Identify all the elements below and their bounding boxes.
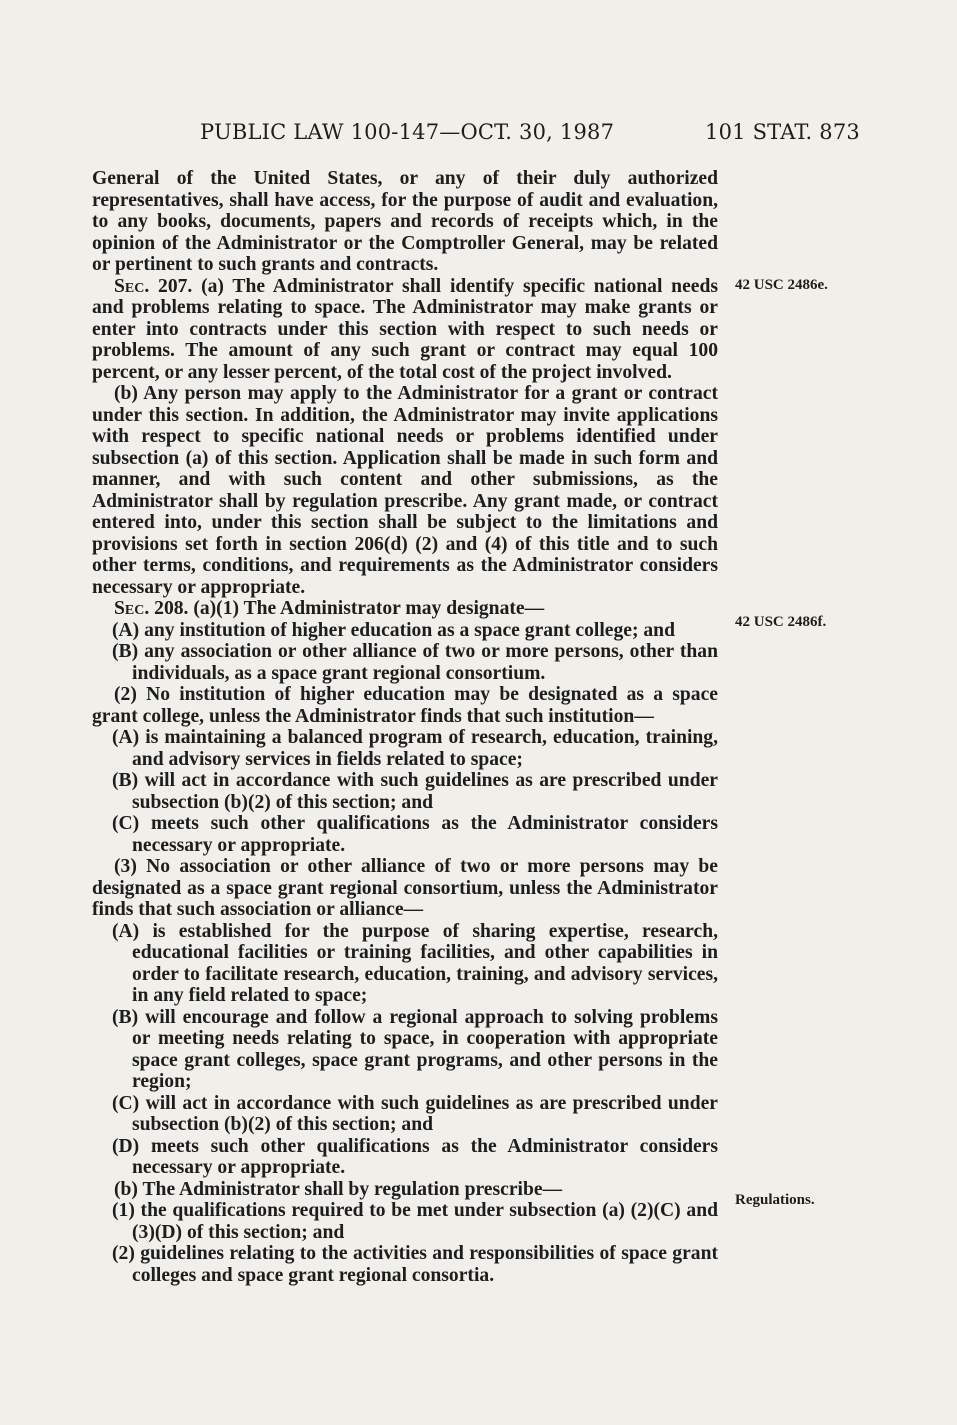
paragraph: (3) No association or other alliance of two or more persons may be designated as a space grant regional consortium, unless the Administrator finds that such association or alliance— — [92, 856, 718, 920]
margin-note-usc-2486e: 42 USC 2486e. — [735, 277, 828, 293]
subparagraph: (A) any institution of higher education as a space grant college; and — [112, 619, 675, 641]
subparagraph: (A) is maintaining a balanced program of research, education, training, and advisory services in fields related to space; — [112, 727, 718, 770]
header-citation: PUBLIC LAW 100-147—OCT. 30, 1987 — [200, 120, 615, 144]
subparagraph: (D) meets such other qualifications as the Administrator considers necessary or appropriate. — [112, 1135, 718, 1178]
subparagraph: (1) the qualifications required to be met under subsection (a) (2)(C) and (3)(D) of this section; and — [112, 1200, 718, 1243]
paragraph: (b) The Administrator shall by regulation prescribe— — [114, 1178, 563, 1200]
paragraph: General of the United States, or any of their duly authorized representatives, shall have access, for the purpose of audit and evaluation, to any books, documents, papers and records of receipts which, in the opinion of the Administrator or the Comptroller General, may be related or pertinent to such grants and contracts. — [92, 168, 718, 275]
header-stat-page: 101 STAT. 873 — [705, 120, 860, 144]
subparagraph: (A) is established for the purpose of sharing expertise, research, educational facilities or training facilities, and other capabilities in order to facilitate research, education, training, and advisory services, in any field related to space; — [112, 920, 718, 1006]
subparagraph: (2) guidelines relating to the activities and responsibilities of space grant colleges and space grant regional consortia. — [112, 1243, 718, 1286]
subparagraph: (B) any association or other alliance of two or more persons, other than individuals, as a space grant regional consortium. — [112, 641, 718, 684]
section-label: Sec. — [114, 598, 150, 619]
section-207-paragraph — [92, 276, 718, 384]
subparagraph: (B) will encourage and follow a regional approach to solving problems or meeting needs relating to space, in cooperation with appropriate space grant colleges, space grant programs, and other persons in the region; — [112, 1006, 718, 1092]
paragraph: (b) Any person may apply to the Administrator for a grant or contract under this section. In addition, the Administrator may invite applications with respect to specific national needs or problems identified under subsection (a) of this section. Application shall be made in such form and manner, and with such content and other submissions, as the Administrator shall by regulation prescribe. Any grant made, or contract entered into, under this section shall be subject to the limitations and provisions set forth in section 206(d) (2) and (4) of this title and to such other terms, conditions, and requirements as the Administrator considers necessary or appropriate. — [92, 383, 718, 598]
subparagraph: (B) will act in accordance with such guidelines as are prescribed under subsection (b)(2) of this section; and — [112, 770, 718, 813]
section-207-text: 207. (a) The Administrator shall identify specific national needs and problems relating to space. The Administrator may make grants or enter into contracts under this section with respect to such needs or problems. The amount of any such grant or contract may equal 100 percent, or any lesser percent, of the total cost of the project involved. — [92, 275, 718, 383]
margin-note-regulations: Regulations. — [735, 1192, 815, 1208]
section-208-paragraph — [92, 598, 718, 620]
margin-note-usc-2486f: 42 USC 2486f. — [735, 614, 827, 630]
section-label: Sec. — [114, 275, 150, 297]
section-208-text: 208. (a)(1) The Administrator may designate— — [149, 598, 545, 619]
subparagraph: (C) will act in accordance with such guidelines as are prescribed under subsection (b)(2) of this section; and — [112, 1092, 718, 1135]
paragraph: (2) No institution of higher education may be designated as a space grant college, unless the Administrator finds that such institution— — [92, 684, 718, 727]
subparagraph: (C) meets such other qualifications as the Administrator considers necessary or appropriate. — [112, 813, 718, 856]
statute-text — [92, 168, 718, 1286]
